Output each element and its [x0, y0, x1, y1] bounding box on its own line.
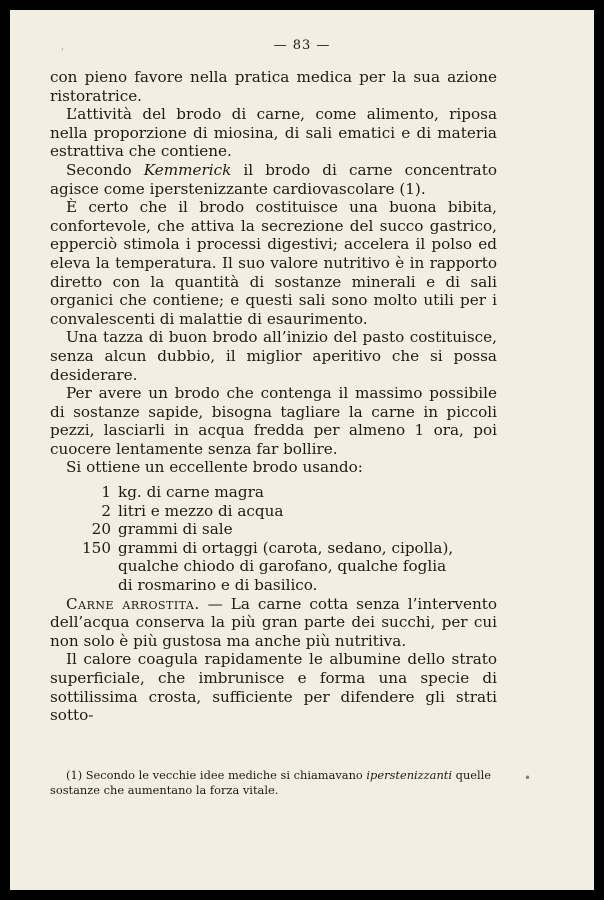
- ingredient-row: [50, 539, 497, 558]
- ingredient-text: kg. di carne magra: [118, 483, 264, 502]
- paragraph-2: L’attività del brodo di carne, come alimento, riposa nella proporzione di miosina, di sali ematici e di materia estrattiva che contiene.: [50, 105, 497, 161]
- ingredient-quantity: 20: [91, 520, 111, 539]
- paragraph-1: con pieno favore nella pratica medica per la sua azione ristoratrice.: [50, 68, 497, 105]
- ingredient-row: [50, 520, 497, 539]
- ingredient-row: [50, 502, 497, 521]
- ingredient-quantity: 1: [101, 483, 111, 502]
- ingredient-text: grammi di sale: [118, 520, 233, 539]
- section-paragraph-1: [50, 595, 497, 651]
- ink-dot: •: [524, 771, 532, 785]
- ingredient-text: grammi di ortaggi (carota, sedano, cipolla),: [118, 538, 454, 557]
- page-mark: ʼ: [60, 46, 64, 60]
- section-text: La carne cotta senza l’intervento dell’acqua conserva la più gran parte dei succhi, per cui non solo è più gustosa ma anche più nutritiva.: [50, 594, 498, 650]
- paragraph-3-end: il brodo di carne concentrato agisce come iperstenizzante cardiovascolare (1).: [50, 160, 497, 198]
- paragraph-3-start: Secondo: [66, 160, 144, 179]
- author-name: Kemmerick: [143, 160, 232, 179]
- ingredient-continuation-line: qualche chiodo di garofano, qualche foglia: [118, 557, 447, 576]
- ingredient-quantity: 150: [82, 538, 111, 557]
- section-heading: Carne arrostita.: [66, 594, 200, 613]
- section-paragraph-2: Il calore coagula rapidamente le albumine dello strato superficiale, che imbrunisce e forma una specie di sottilissima crosta, sufficiente per difendere gli strati sotto-: [50, 650, 497, 725]
- ingredient-continuation-line: di rosmarino e di basilico.: [118, 576, 318, 595]
- paragraph-3: [50, 161, 497, 198]
- ingredient-quantity: 2: [101, 501, 111, 520]
- footnote-end: quelle sostanze che aumentano la forza vitale.: [50, 768, 492, 797]
- section-dash: —: [199, 594, 231, 613]
- footnote-text: [50, 768, 520, 798]
- paragraph-5: Una tazza di buon brodo all’inizio del pasto costituisce, senza alcun dubbio, il miglior aperitivo che si possa desiderare.: [50, 328, 497, 384]
- paragraph-4: È certo che il brodo costituisce una buona bibita, confortevole, che attiva la secrezione del succo gastrico, epperciò stimola i processi digestivi; accelera il polso ed eleva la temperatura. Il suo valore nutritivo è in rapporto diretto con la quantità di sostanze minerali e di sali organici che contiene; e questi sali sono molto utili per i convalescenti di malattie di esaurimento.: [50, 198, 497, 328]
- ingredient-text: litri e mezzo di acqua: [118, 501, 284, 520]
- page-body: [50, 68, 497, 725]
- footnote-term: iperstenizzanti: [366, 768, 453, 782]
- ingredient-list: [50, 483, 497, 595]
- ingredient-row: [50, 483, 497, 502]
- paragraph-6: Per avere un brodo che contenga il massimo possibile di sostanze sapide, bisogna tagliare la carne in piccoli pezzi, lasciarli in acqua fredda per almeno 1 ora, poi cuocere lentamente senza far bollire.: [50, 384, 497, 458]
- footnote: [50, 768, 520, 798]
- page-number: — 83 —: [273, 38, 331, 53]
- book-page: [10, 10, 594, 890]
- paragraph-7: Si ottiene un eccellente brodo usando:: [66, 458, 363, 477]
- footnote-start: (1) Secondo le vecchie idee mediche si chiamavano: [66, 768, 367, 782]
